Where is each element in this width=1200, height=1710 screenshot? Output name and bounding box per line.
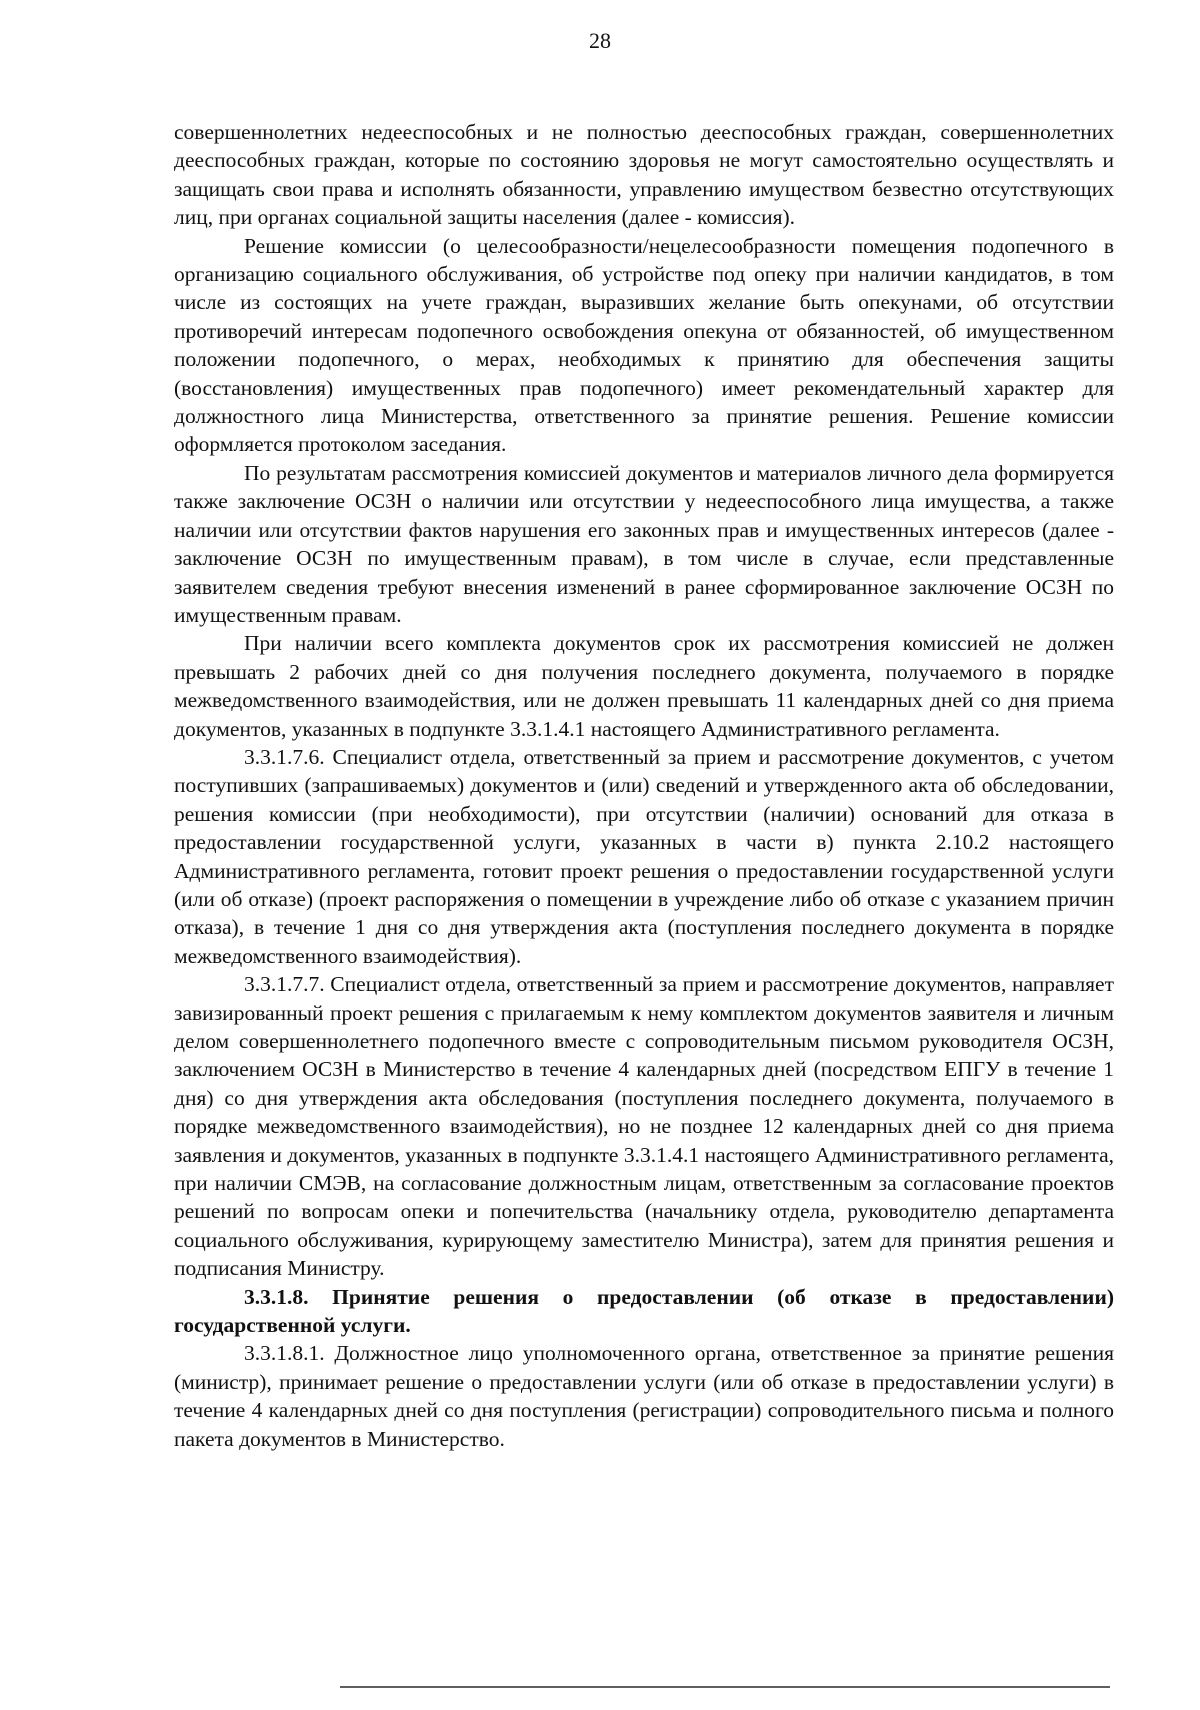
- document-body: [174, 118, 1114, 1453]
- paragraph-commission-decision: Решение комиссии (о целесообразности/нецелесообразности помещения подопечного в организацию социального обслуживания, об устройстве под опеку при наличии кандидатов, в том числе из состоящих на учете граждан, выразивших желание быть опекунами, об отсутствии противоречий интересам подопечного освобождения опекуна от обязанностей, об имущественном положении подопечного, о мерах, необходимых к принятию для обеспечения защиты (восстановления) имущественных прав подопечного) имеет рекомендательный характер для должностного лица Министерства, ответственного за принятие решения. Решение комиссии оформляется протоколом заседания.: [174, 233, 1114, 457]
- page-number: 28: [589, 28, 611, 53]
- paragraph-review-deadline: При наличии всего комплекта документов срок их рассмотрения комиссией не должен превышать 2 рабочих дней со дня получения последнего документа, получаемого в порядке межведомственного взаимодействия, или не должен превышать 11 календарных дней со дня приема документов, указанных в подпункте 3.3.1.4.1 настоящего Административного регламента.: [174, 631, 1114, 741]
- paragraph-property-conclusion: По результатам рассмотрения комиссией документов и материалов личного дела формируется также заключение ОСЗН о наличии или отсутствии у недееспособного лица имущества, а также наличии или отсутствии фактов нарушения его законных прав и имущественных интересов (далее - заключение ОСЗН по имущественным правам), в том числе в случае, если представленные заявителем сведения требуют внесения изменений в ранее сформированное заключение ОСЗН по имущественным правам.: [174, 460, 1114, 627]
- paragraph-section-3-3-1-7-7: 3.3.1.7.7. Специалист отдела, ответственный за прием и рассмотрение документов, направляет завизированный проект решения с прилагаемым к нему комплектом документов заявителя и личным делом совершеннолетнего подопечного вместе с сопроводительным письмом руководителя ОСЗН, заключением ОСЗН в Министерство в течение 4 календарных дней (посредством ЕПГУ в течение 1 дня) со дня утверждения акта обследования (поступления последнего документа, получаемого в порядке межведомственного взаимодействия), но не позднее 12 календарных дней со дня приема заявления и документов, указанных в подпункте 3.3.1.4.1 настоящего Административного регламента, при наличии СМЭВ, на согласование должностным лицам, ответственным за согласование проектов решений по вопросам опеки и попечительства (начальнику отдела, руководителю департамента социального обслуживания, курирующему заместителю Министра), затем для принятия решения и подписания Министру.: [174, 972, 1114, 1281]
- section-heading-3-3-1-8: 3.3.1.8. Принятие решения о предоставлении (об отказе в предоставлении) государственной услуги.: [174, 1284, 1114, 1338]
- bottom-rule: [340, 1686, 1110, 1688]
- paragraph-section-3-3-1-8-1: 3.3.1.8.1. Должностное лицо уполномоченного органа, ответственное за принятие решения (министр), принимает решение о предоставлении услуги (или об отказе в предоставлении услуги) в течение 4 календарных дней со дня поступления (регистрации) сопроводительного письма и полного пакета документов в Министерство.: [174, 1341, 1114, 1451]
- paragraph-section-3-3-1-7-6: 3.3.1.7.6. Специалист отдела, ответственный за прием и рассмотрение документов, с учетом поступивших (запрашиваемых) документов и (или) сведений и утвержденного акта об обследовании, решения комиссии (при необходимости), при отсутствии (наличии) оснований для отказа в предоставлении государственной услуги, указанных в части в) пункта 2.10.2 настоящего Административного регламента, готовит проект решения о предоставлении государственной услуги (или об отказе) (проект распоряжения о помещении в учреждение либо об отказе с указанием причин отказа), в течение 1 дня со дня утверждения акта (поступления последнего документа в порядке межведомственного взаимодействия).: [174, 744, 1114, 968]
- paragraph-commission-scope: совершеннолетних недееспособных и не полностью дееспособных граждан, совершеннолетних дееспособных граждан, которые по состоянию здоровья не могут самостоятельно осуществлять и защищать свои права и исполнять обязанности, управлению имуществом безвестно отсутствующих лиц, при органах социальной защиты населения (далее - комиссия).: [174, 120, 1114, 230]
